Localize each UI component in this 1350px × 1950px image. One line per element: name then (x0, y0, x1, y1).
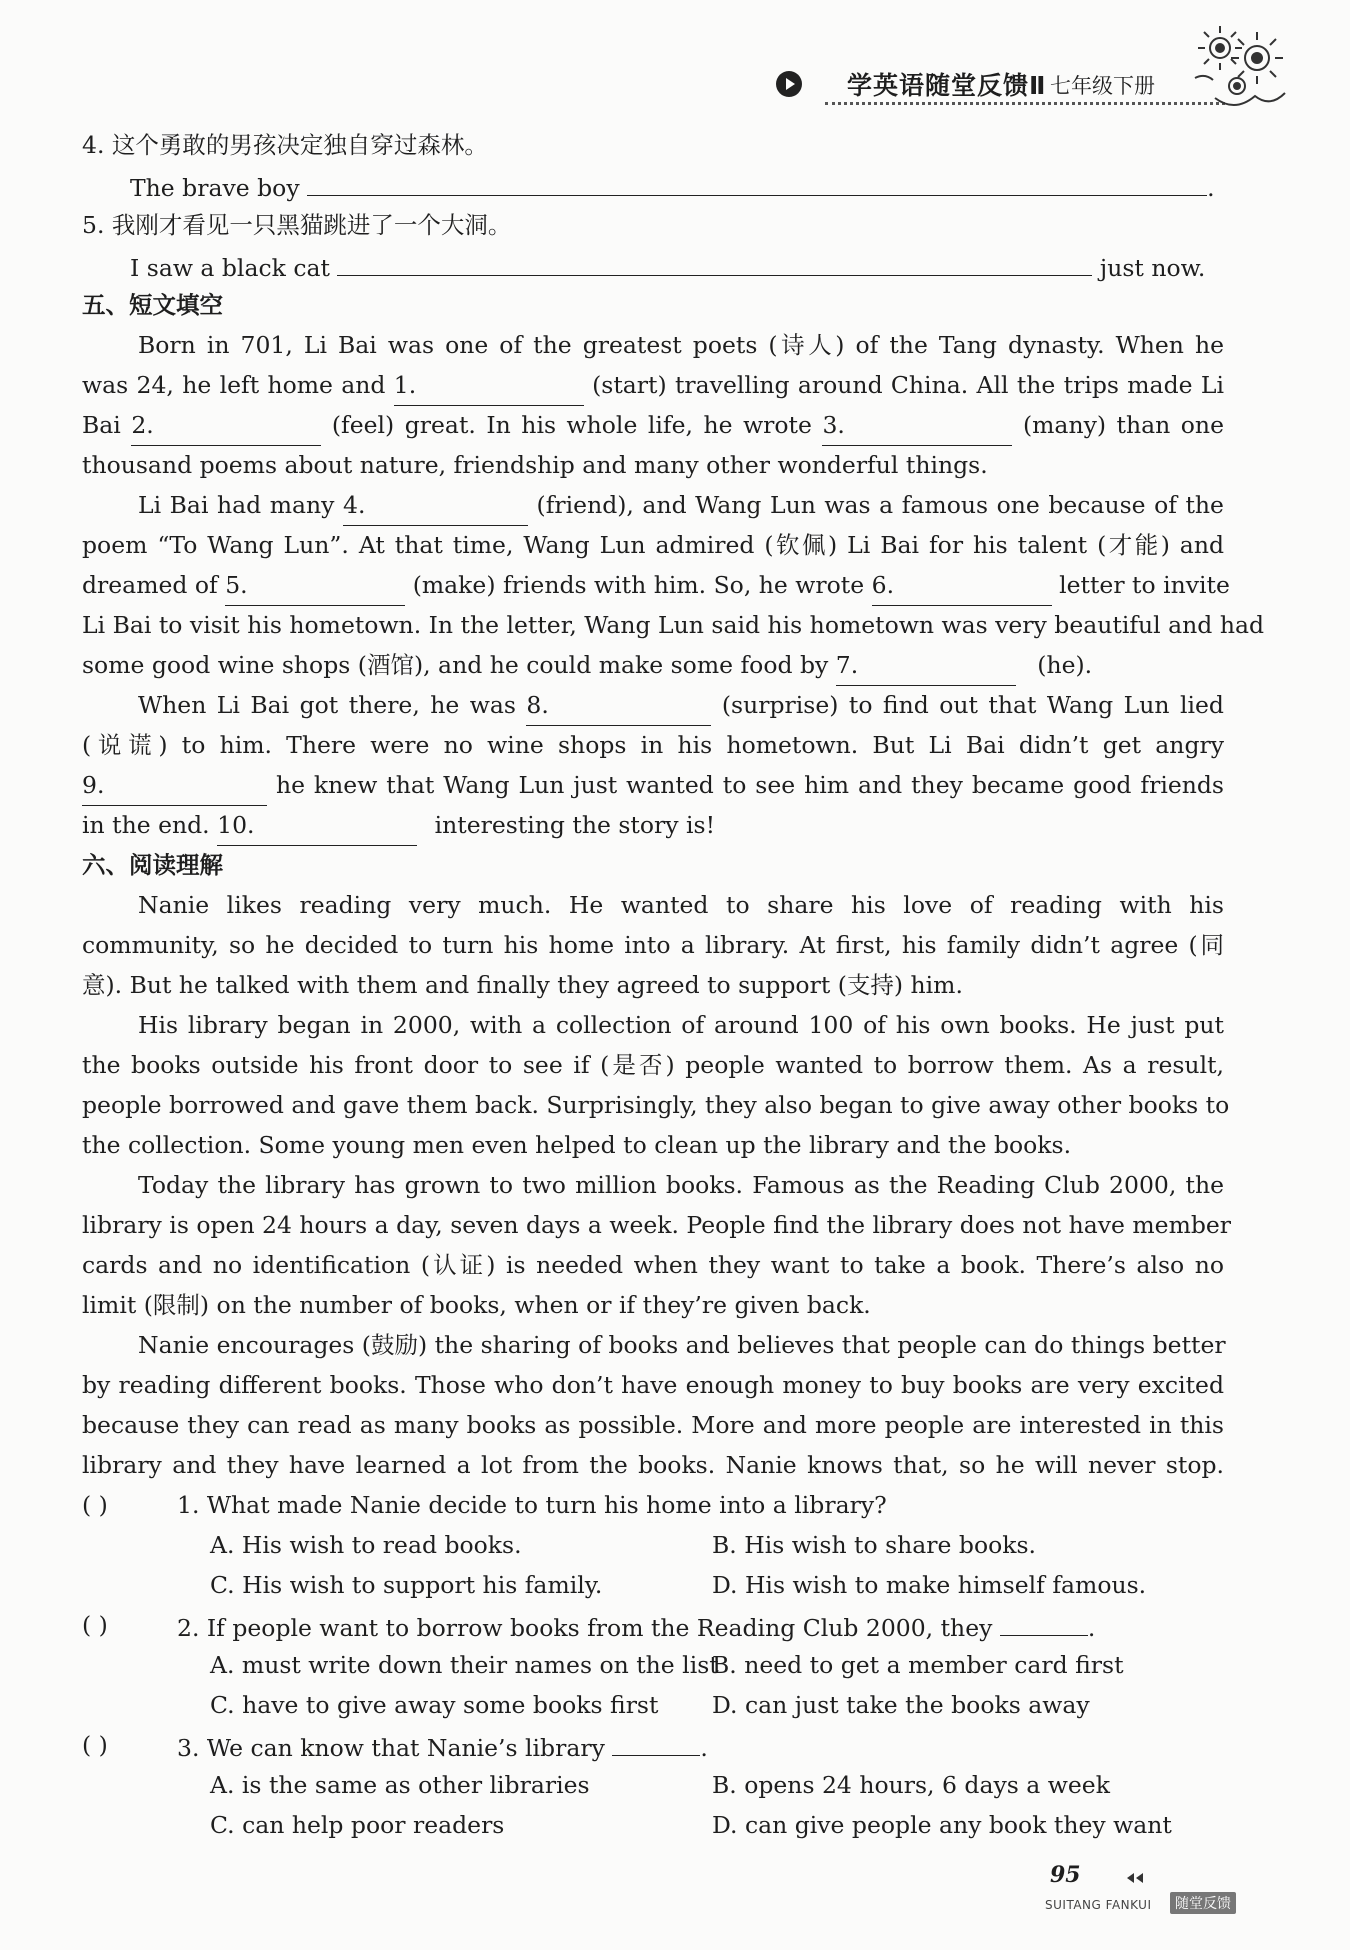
cloze-line: Born in 701, Li Bai was one of the greatest poets (诗人) of the Tang dynasty. When he (138, 331, 1224, 359)
cloze-line: Bai 2. (feel) great. In his whole life, he wrote 3. (many) than one (82, 405, 1224, 445)
page-header (775, 52, 1220, 112)
play-circle-icon (775, 70, 803, 98)
flower-decoration-icon (1185, 18, 1305, 128)
header-divider (825, 102, 1225, 105)
option-b[interactable]: B. His wish to share books. (712, 1531, 1037, 1559)
page-content (82, 125, 1265, 1845)
question-4-english (82, 165, 1224, 205)
cloze-line: was 24, he left home and 1. (start) travelling around China. All the trips made Li (82, 365, 1224, 405)
mcq-question-2 (82, 1605, 1224, 1645)
mcq-options-row (82, 1765, 1224, 1805)
cloze-line: Li Bai to visit his hometown. In the letter, Wang Lun said his hometown was very beautiful and had (82, 611, 1265, 639)
cloze-line: When Li Bai got there, he was 8. (surprise) to find out that Wang Lun lied (82, 685, 1224, 725)
option-b[interactable]: B. need to get a member card first (712, 1651, 1124, 1679)
question-stem: 2. If people want to borrow books from the Reading Club 2000, they . (177, 1605, 1095, 1648)
cloze-blank-6[interactable]: 6. (872, 565, 1052, 606)
cloze-blank-9[interactable]: 9. (82, 765, 267, 806)
passage-line: Today the library has grown to two million books. Famous as the Reading Club 2000, the (138, 1171, 1224, 1199)
mcq-question-3 (82, 1725, 1224, 1765)
question-stem: 1. What made Nanie decide to turn his home into a library? (177, 1491, 887, 1519)
book-title: 学英语随堂反馈Ⅱ (847, 71, 1047, 100)
answer-paren-2[interactable]: ( ) (82, 1611, 108, 1639)
cloze-blank-8[interactable]: 8. (526, 685, 711, 726)
mcq-options-row (82, 1565, 1224, 1605)
series-label: SUITANG FANKUI (1045, 1898, 1152, 1912)
mcq-question-1 (82, 1485, 1224, 1525)
option-c[interactable]: C. have to give away some books first (210, 1691, 659, 1719)
answer-paren-1[interactable]: ( ) (82, 1491, 108, 1519)
cloze-line: Li Bai had many 4. (friend), and Wang Lun was a famous one because of the (82, 485, 1224, 525)
cloze-line: thousand poems about nature, friendship and many other wonderful things. (82, 451, 988, 479)
option-a[interactable]: A. must write down their names on the list (210, 1651, 719, 1679)
option-c[interactable]: C. can help poor readers (210, 1811, 505, 1839)
stem-blank (612, 1725, 700, 1756)
cloze-blank-10[interactable]: 10. (217, 805, 417, 846)
answer-paren-3[interactable]: ( ) (82, 1731, 108, 1759)
question-4-chinese: 4. 这个勇敢的男孩决定独自穿过森林。 (82, 131, 488, 159)
mcq-options-row (82, 1805, 1224, 1845)
option-b[interactable]: B. opens 24 hours, 6 days a week (712, 1771, 1110, 1799)
passage-line: people borrowed and gave them back. Surprisingly, they also began to give away other books to (82, 1091, 1230, 1119)
option-d[interactable]: D. can just take the books away (712, 1691, 1090, 1719)
option-d[interactable]: D. can give people any book they want (712, 1811, 1172, 1839)
cloze-blank-2[interactable]: 2. (131, 405, 321, 446)
page-number: 95 (1050, 1862, 1081, 1888)
passage-line: limit (限制) on the number of books, when or if they’re given back. (82, 1291, 871, 1319)
passage-line: Nanie encourages (鼓励) the sharing of books and believes that people can do things better (138, 1331, 1226, 1359)
mcq-options-row (82, 1645, 1224, 1685)
passage-line: Nanie likes reading very much. He wanted to share his love of reading with his (138, 891, 1224, 919)
question-4-end: . (1207, 174, 1215, 202)
cloze-line: dreamed of 5. (make) friends with him. So, he wrote 6. letter to invite (82, 565, 1224, 605)
question-5-prompt: I saw a black cat (130, 254, 330, 282)
double-arrow-left-icon (1125, 1872, 1145, 1884)
cloze-line: some good wine shops (酒馆), and he could make some food by 7. (he). (82, 645, 1224, 685)
question-5-end: just now. (1099, 254, 1206, 282)
cloze-blank-3[interactable]: 3. (822, 405, 1012, 446)
cloze-line: (说谎) to him. There were no wine shops in his hometown. But Li Bai didn’t get angry (82, 731, 1224, 759)
passage-line: His library began in 2000, with a collection of around 100 of his own books. He just put (138, 1011, 1224, 1039)
question-4-prompt: The brave boy (130, 174, 300, 202)
question-5-english (82, 245, 1224, 285)
cloze-blank-7[interactable]: 7. (836, 645, 1016, 686)
passage-line: the books outside his front door to see if (是否) people wanted to borrow them. As a result, (82, 1051, 1224, 1079)
grade-label: 七年级下册 (1050, 74, 1155, 98)
stem-blank (1000, 1605, 1088, 1636)
option-c[interactable]: C. His wish to support his family. (210, 1571, 603, 1599)
passage-line: because they can read as many books as possible. More and more people are interested in this (82, 1411, 1224, 1439)
passage-line: library is open 24 hours a day, seven days a week. People find the library does not have member (82, 1211, 1232, 1239)
mcq-options-row (82, 1685, 1224, 1725)
footer-badge: 随堂反馈 (1170, 1892, 1236, 1914)
answer-blank-4[interactable] (307, 165, 1207, 196)
passage-line: community, so he decided to turn his home into a library. At first, his family didn’t agree (同 (82, 931, 1224, 959)
answer-blank-5[interactable] (337, 245, 1092, 276)
passage-line: library and they have learned a lot from the books. Nanie knows that, so he will never stop. (82, 1451, 1224, 1479)
section-6-title: 六、阅读理解 (82, 851, 223, 879)
cloze-blank-1[interactable]: 1. (394, 365, 584, 406)
mcq-options-row (82, 1525, 1224, 1565)
question-stem: 3. We can know that Nanie’s library . (177, 1725, 708, 1768)
cloze-line: poem “To Wang Lun”. At that time, Wang Lun admired (钦佩) Li Bai for his talent (才能) and (82, 531, 1224, 559)
passage-line: by reading different books. Those who don’t have enough money to buy books are very excited (82, 1371, 1224, 1399)
cloze-blank-4[interactable]: 4. (343, 485, 528, 526)
cloze-line: in the end. 10. interesting the story is! (82, 805, 1224, 845)
option-a[interactable]: A. His wish to read books. (210, 1531, 522, 1559)
section-5-title: 五、短文填空 (82, 291, 223, 319)
passage-line: 意). But he talked with them and finally they agreed to support (支持) him. (82, 971, 963, 999)
option-d[interactable]: D. His wish to make himself famous. (712, 1571, 1147, 1599)
cloze-blank-5[interactable]: 5. (225, 565, 405, 606)
question-5-chinese: 5. 我刚才看见一只黑猫跳进了一个大洞。 (82, 211, 512, 239)
passage-line: the collection. Some young men even helped to clean up the library and the books. (82, 1131, 1072, 1159)
option-a[interactable]: A. is the same as other libraries (210, 1771, 590, 1799)
cloze-line: 9. he knew that Wang Lun just wanted to see him and they became good friends (82, 765, 1224, 805)
passage-line: cards and no identification (认证) is needed when they want to take a book. There’s also no (82, 1251, 1224, 1279)
